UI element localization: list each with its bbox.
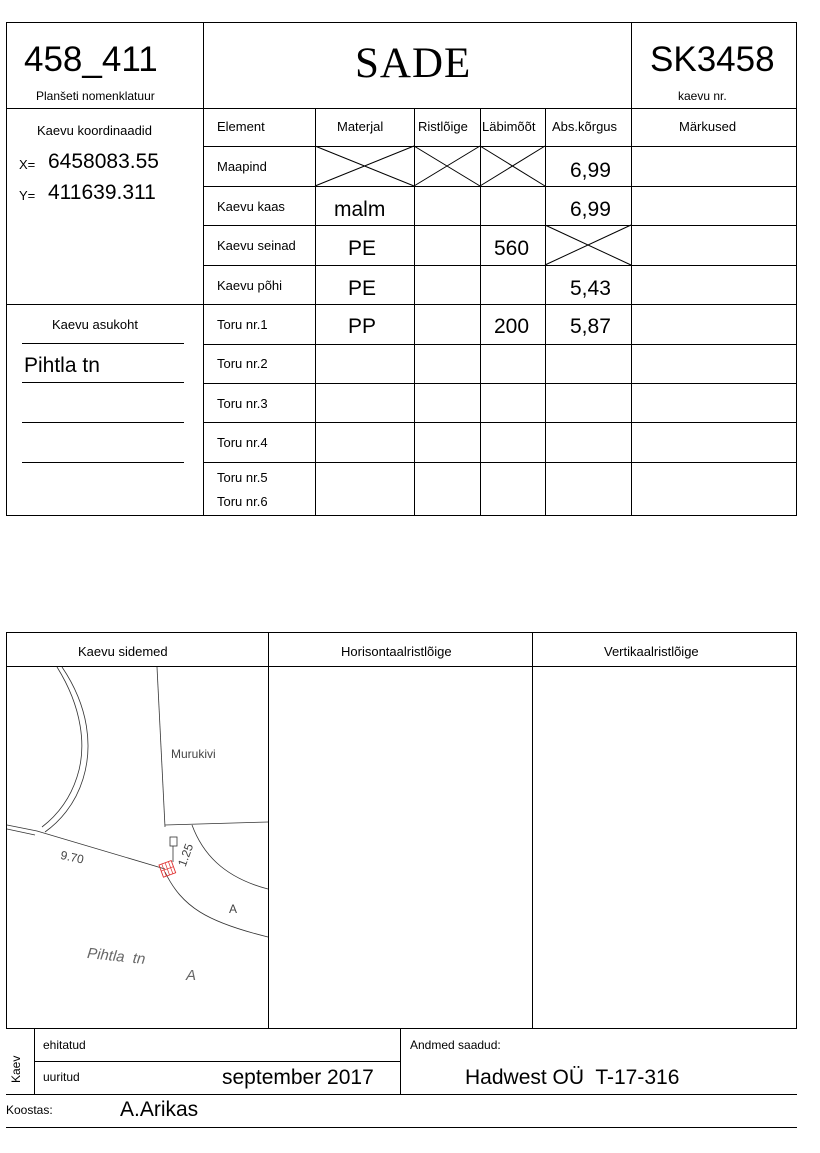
x-label: X= bbox=[19, 157, 36, 172]
map-parcel-label: Murukivi bbox=[171, 747, 216, 761]
row-element: Toru nr.3 bbox=[217, 396, 268, 411]
col-header-vertical-section: Vertikaalristlõige bbox=[604, 644, 699, 659]
surveyed-date: september 2017 bbox=[222, 1066, 374, 1089]
data-from-label: Andmed saadud: bbox=[410, 1038, 501, 1052]
col-header-element: Element bbox=[217, 119, 265, 134]
y-label: Y= bbox=[19, 188, 36, 203]
location-title: Kaevu asukoht bbox=[52, 317, 139, 332]
row-element-secondary: Toru nr.6 bbox=[217, 494, 268, 509]
row-element: Toru nr.1 bbox=[217, 317, 268, 332]
row-element: Kaevu põhi bbox=[217, 278, 283, 293]
well-number-value: SK3458 bbox=[650, 40, 775, 79]
cross-mark-icon bbox=[315, 146, 545, 186]
built-label: ehitatud bbox=[43, 1038, 86, 1052]
col-header-elevation: Abs.kõrgus bbox=[552, 119, 618, 134]
x-coordinate: 6458083.55 bbox=[48, 150, 159, 173]
row-element: Kaevu seinad bbox=[217, 238, 296, 253]
data-source: Hadwest OÜ T-17-316 bbox=[465, 1066, 680, 1089]
well-number-label: kaevu nr. bbox=[678, 89, 727, 103]
col-header-notes: Märkused bbox=[679, 119, 737, 134]
well-type-title: SADE bbox=[355, 40, 472, 87]
row-material: PE bbox=[348, 237, 377, 260]
map-zone-label: A bbox=[229, 902, 238, 916]
row-element: Maapind bbox=[217, 159, 267, 174]
row-material: PE bbox=[348, 277, 377, 300]
location-line: Pihtla tn bbox=[24, 354, 100, 377]
site-map-sketch bbox=[7, 667, 268, 1028]
row-elevation: 5,43 bbox=[570, 277, 611, 300]
row-element: Toru nr.5 bbox=[217, 470, 268, 485]
surveyed-label: uuritud bbox=[43, 1070, 80, 1084]
map-distance-label: 9.70 bbox=[59, 848, 86, 867]
map-offset-label: 1.25 bbox=[175, 841, 197, 869]
row-material: PP bbox=[348, 315, 377, 338]
col-header-section: Ristlõige bbox=[418, 119, 468, 134]
row-material: malm bbox=[334, 198, 386, 221]
col-header-diameter: Läbimõõt bbox=[482, 119, 536, 134]
row-element: Kaevu kaas bbox=[217, 199, 285, 214]
map-street-zone-label: A bbox=[186, 967, 197, 984]
row-diameter: 560 bbox=[494, 237, 530, 260]
map-street-label: Pihtla tn bbox=[86, 945, 147, 969]
row-diameter: 200 bbox=[494, 315, 530, 338]
nomenclature-label: Planšeti nomenklatuur bbox=[36, 89, 155, 103]
compiled-label: Koostas: bbox=[6, 1103, 53, 1117]
side-label: Kaev bbox=[9, 1055, 23, 1083]
row-element: Toru nr.4 bbox=[217, 435, 268, 450]
row-elevation: 6,99 bbox=[570, 198, 611, 221]
row-elevation: 6,99 bbox=[570, 159, 611, 182]
row-elevation: 5,87 bbox=[570, 315, 611, 338]
nomenclature-value: 458_411 bbox=[24, 40, 158, 79]
cross-mark-icon bbox=[545, 225, 631, 265]
col-header-material: Materjal bbox=[337, 119, 384, 134]
coordinates-title: Kaevu koordinaadid bbox=[37, 123, 152, 138]
col-header-horizontal-section: Horisontaalristlõige bbox=[341, 644, 452, 659]
row-element: Toru nr.2 bbox=[217, 356, 268, 371]
compiled-by: A.Arikas bbox=[120, 1098, 199, 1121]
y-coordinate: 411639.311 bbox=[48, 181, 156, 204]
col-header-connections: Kaevu sidemed bbox=[78, 644, 168, 659]
